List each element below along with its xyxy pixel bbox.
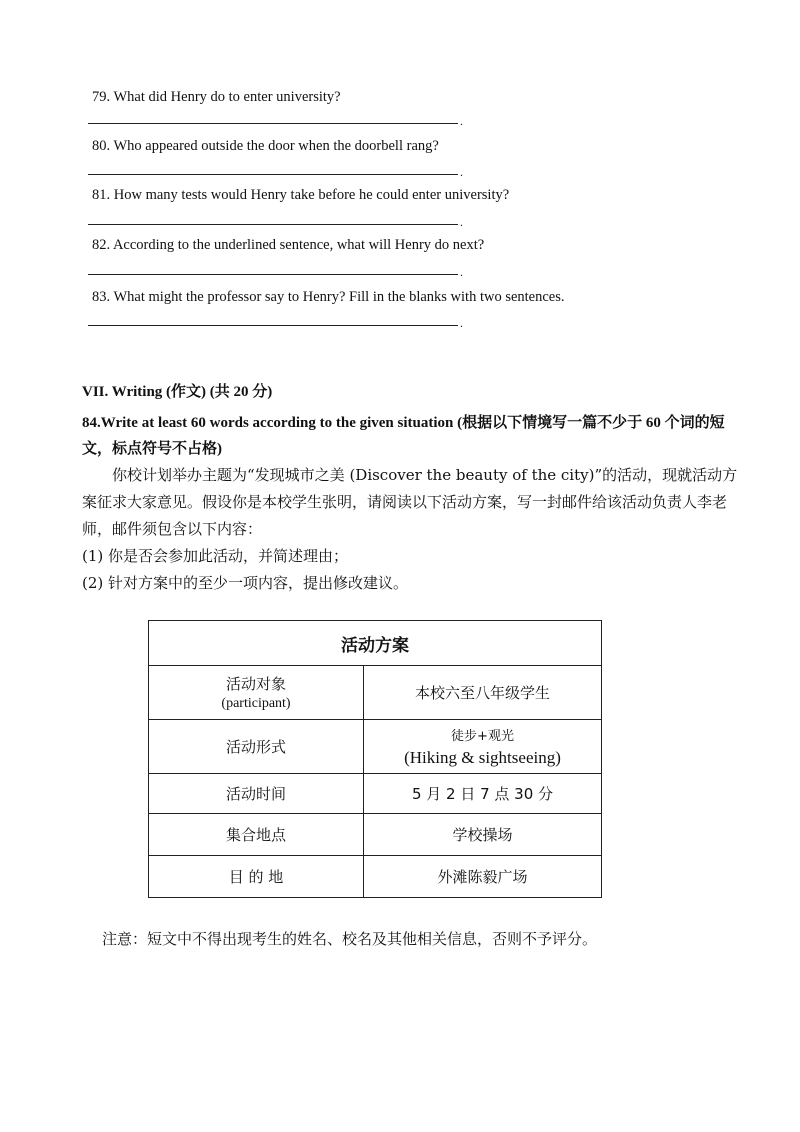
value-form-sub: (Hiking & sightseeing) — [404, 748, 561, 767]
answer-line-81[interactable] — [88, 215, 463, 229]
plan-row-value: 5 月 2 日 7 点 30 分 — [364, 774, 602, 814]
question-82: 82. According to the underlined sentence, what will Henry do next? — [92, 237, 485, 253]
plan-row-label: 集合地点 — [149, 814, 364, 856]
plan-title: 活动方案 — [149, 621, 602, 666]
question-83: 83. What might the professor say to Henry? Fill in the blanks with two sentences. — [92, 289, 565, 305]
line-end-dot: . — [460, 165, 463, 179]
task-intro: 你校计划举办主题为“发现城市之美 (Discover the beauty of the city)”的活动，现就活动方案征求大家意见。假设你是本校学生张明，请阅读以下活动方案，写一封邮件给该活动负责人李老师，邮件须包含以下内容： — [82, 466, 738, 538]
task-title: 84.Write at least 60 words according to the given situation (根据以下情境写一篇不少于 60 个词的短文，标点符号不占格) — [82, 415, 725, 457]
plan-row-value: 外滩陈毅广场 — [364, 856, 602, 898]
plan-row-label: 活动形式 — [149, 720, 364, 774]
plan-row-value — [364, 720, 602, 774]
question-79: 79. What did Henry do to enter university? — [92, 89, 341, 105]
question-80: 80. Who appeared outside the door when the doorbell rang? — [92, 138, 439, 154]
plan-row — [149, 666, 602, 720]
plan-row — [149, 856, 602, 898]
plan-row — [149, 774, 602, 814]
plan-row-value: 学校操场 — [364, 814, 602, 856]
plan-row-label: 目 的 地 — [149, 856, 364, 898]
section-title: VII. Writing (作文) (共 20 分) — [82, 384, 273, 400]
plan-row-label: 活动时间 — [149, 774, 364, 814]
plan-row — [149, 720, 602, 774]
line-end-dot: . — [460, 114, 463, 128]
note: 注意：短文中不得出现考生的姓名、校名及其他相关信息，否则不予评分。 — [102, 930, 598, 948]
label-participant-sub: (participant) — [221, 696, 291, 711]
answer-line-79[interactable] — [88, 114, 463, 128]
activity-plan-table — [148, 620, 602, 898]
answer-line-82[interactable] — [88, 265, 463, 279]
plan-row — [149, 814, 602, 856]
label-participant: 活动对象 — [225, 675, 286, 693]
plan-row-label — [149, 666, 364, 720]
line-end-dot: . — [460, 215, 463, 229]
plan-row-value: 本校六至八年级学生 — [364, 666, 602, 720]
task-point-2: (2) 针对方案中的至少一项内容，提出修改建议。 — [82, 574, 409, 592]
task-point-1: (1) 你是否会参加此活动，并简述理由； — [82, 547, 349, 565]
line-end-dot: . — [460, 265, 463, 279]
answer-line-80[interactable] — [88, 165, 463, 179]
value-form: 徒步+观光 — [451, 729, 514, 744]
question-81: 81. How many tests would Henry take before he could enter university? — [92, 187, 510, 203]
line-end-dot: . — [460, 316, 463, 330]
answer-line-83[interactable] — [88, 316, 463, 330]
